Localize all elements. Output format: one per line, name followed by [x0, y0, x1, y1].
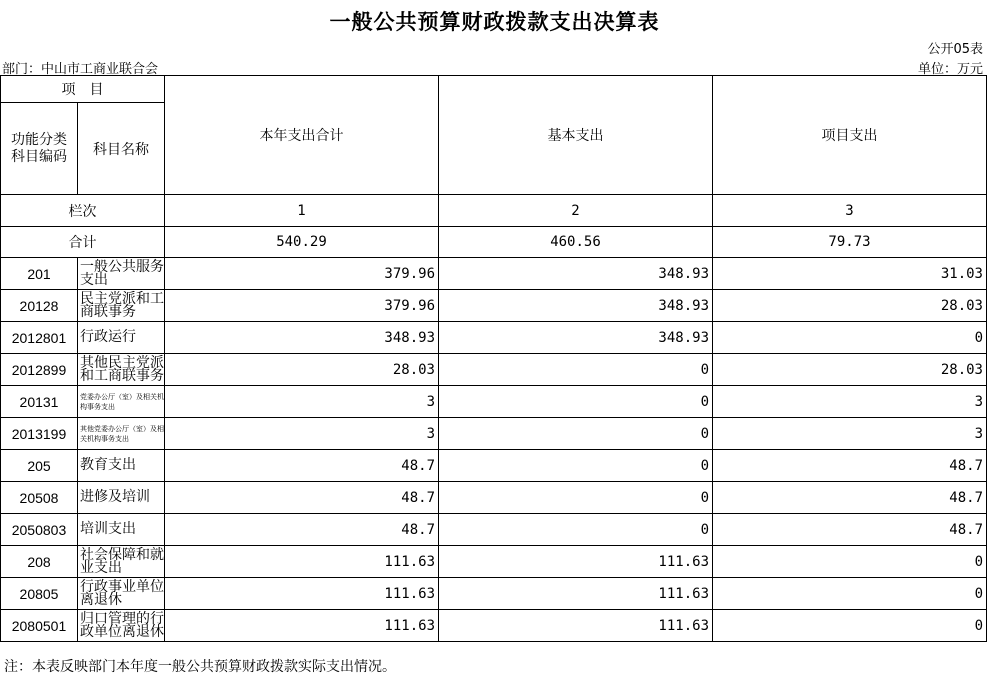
basic-value: 111.63 — [439, 610, 713, 642]
basic-value: 0 — [439, 450, 713, 482]
subject-name: 行政运行 — [78, 322, 165, 354]
subject-code: 20508 — [1, 482, 78, 514]
subject-name: 进修及培训 — [78, 482, 165, 514]
total-value: 48.7 — [165, 514, 439, 546]
total-value: 48.7 — [165, 482, 439, 514]
project-value: 48.7 — [713, 482, 987, 514]
subject-name-header: 科目名称 — [78, 103, 165, 195]
table-row — [1, 290, 987, 322]
department-label: 部门：中山市工商业联合会 — [2, 62, 159, 77]
total-row — [1, 227, 987, 258]
project-value: 28.03 — [713, 290, 987, 322]
project-value: 48.7 — [713, 514, 987, 546]
subject-code: 205 — [1, 450, 78, 482]
subject-code: 2013199 — [1, 418, 78, 450]
expenditure-table — [0, 75, 987, 642]
index-row — [1, 195, 987, 227]
total-value: 111.63 — [165, 546, 439, 578]
basic-value: 348.93 — [439, 290, 713, 322]
subject-code: 2050803 — [1, 514, 78, 546]
project-sum: 79.73 — [713, 227, 987, 258]
total-sum: 540.29 — [165, 227, 439, 258]
basic-value: 0 — [439, 482, 713, 514]
func-code-header — [1, 103, 78, 195]
subject-code: 2012899 — [1, 354, 78, 386]
subject-code: 208 — [1, 546, 78, 578]
col-total-header: 本年支出合计 — [165, 76, 439, 195]
subject-name: 行政事业单位离退休 — [78, 578, 165, 610]
project-value: 0 — [713, 578, 987, 610]
subject-name: 其他党委办公厅（室）及相关机构事务支出 — [78, 418, 165, 450]
subject-name: 教育支出 — [78, 450, 165, 482]
table-row — [1, 450, 987, 482]
subject-code: 20128 — [1, 290, 78, 322]
table-row — [1, 418, 987, 450]
basic-value: 0 — [439, 514, 713, 546]
subject-code: 2012801 — [1, 322, 78, 354]
item-header: 项 目 — [1, 76, 165, 103]
subject-code: 20805 — [1, 578, 78, 610]
total-value: 379.96 — [165, 290, 439, 322]
subject-name: 民主党派和工商联事务 — [78, 290, 165, 322]
col-basic-header: 基本支出 — [439, 76, 713, 195]
table-row — [1, 546, 987, 578]
basic-value: 348.93 — [439, 322, 713, 354]
basic-value: 0 — [439, 354, 713, 386]
index-1: 1 — [165, 195, 439, 227]
basic-value: 111.63 — [439, 578, 713, 610]
subject-name: 党委办公厅（室）及相关机构事务支出 — [78, 386, 165, 418]
index-2: 2 — [439, 195, 713, 227]
subject-code: 20131 — [1, 386, 78, 418]
subject-code: 2080501 — [1, 610, 78, 642]
col-project-header: 项目支出 — [713, 76, 987, 195]
table-row — [1, 514, 987, 546]
project-value: 3 — [713, 418, 987, 450]
project-value: 0 — [713, 610, 987, 642]
subject-name: 培训支出 — [78, 514, 165, 546]
project-value: 31.03 — [713, 258, 987, 290]
total-value: 379.96 — [165, 258, 439, 290]
project-value: 0 — [713, 322, 987, 354]
report-title: 一般公共预算财政拨款支出决算表 — [329, 10, 660, 34]
basic-value: 0 — [439, 418, 713, 450]
table-row — [1, 322, 987, 354]
total-value: 348.93 — [165, 322, 439, 354]
row-index-label: 栏次 — [1, 195, 165, 227]
table-row — [1, 354, 987, 386]
basic-value: 348.93 — [439, 258, 713, 290]
header-row-1 — [1, 76, 987, 103]
subject-code: 201 — [1, 258, 78, 290]
basic-value: 0 — [439, 386, 713, 418]
table-row — [1, 482, 987, 514]
project-value: 0 — [713, 546, 987, 578]
func-code-line2: 科目编码 — [11, 148, 67, 165]
total-label: 合计 — [1, 227, 165, 258]
total-value: 3 — [165, 386, 439, 418]
subject-name: 社会保障和就业支出 — [78, 546, 165, 578]
basic-value: 111.63 — [439, 546, 713, 578]
total-value: 3 — [165, 418, 439, 450]
table-row — [1, 258, 987, 290]
subject-name: 归口管理的行政单位离退休 — [78, 610, 165, 642]
total-value: 111.63 — [165, 610, 439, 642]
total-value: 48.7 — [165, 450, 439, 482]
total-value: 111.63 — [165, 578, 439, 610]
total-value: 28.03 — [165, 354, 439, 386]
table-row — [1, 386, 987, 418]
basic-sum: 460.56 — [439, 227, 713, 258]
table-row — [1, 610, 987, 642]
footnote: 注：本表反映部门本年度一般公共预算财政拨款实际支出情况。 — [4, 659, 396, 675]
subject-name: 一般公共服务支出 — [78, 258, 165, 290]
func-code-line1: 功能分类 — [11, 131, 67, 148]
form-number: 公开05表 — [927, 42, 983, 57]
project-value: 48.7 — [713, 450, 987, 482]
project-value: 28.03 — [713, 354, 987, 386]
unit-label: 单位：万元 — [917, 62, 983, 77]
subject-name: 其他民主党派和工商联事务 — [78, 354, 165, 386]
table-row — [1, 578, 987, 610]
project-value: 3 — [713, 386, 987, 418]
index-3: 3 — [713, 195, 987, 227]
